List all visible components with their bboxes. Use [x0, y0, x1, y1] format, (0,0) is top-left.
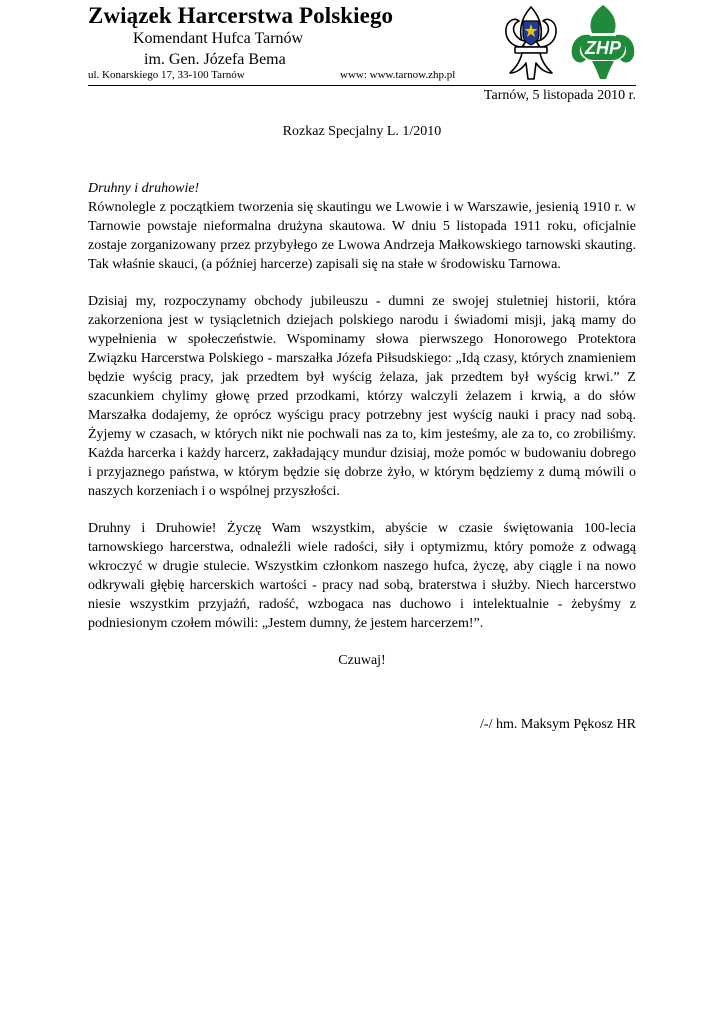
- zhp-lily-icon: [566, 3, 640, 81]
- greeting: Druhny i druhowie!: [88, 181, 200, 196]
- paragraph-2: Dzisiaj my, rozpoczynamy obchody jubileuszu - dumni ze swojej stuletniej historii, która zakorzeniona jest w tysiącletnich dziejach polskiego narodu i świadomi misji, jaką mamy do wypełnienia w społeczeństwie. Wspominamy słowa pierwszego Honorowego Protektora Związku Harcerstwa Polskiego - marszałka Józefa Piłsudskiego: „Idą czasy, których znamieniem będzie wyścig pracy, jak przedtem był wyścig żelaza, jak przedtem był wyścig krwi.” Z szacunkiem chylimy głowę przed przodkami, którzy walczyli żelazem i krwią, a do słów Marszałka dodajemy, że oprócz wyścigu pracy potrzebny jest wyścig nauki i pracy nad sobą. Żyjemy w czasach, w których nikt nie pochwali nas za to, kim jesteśmy, ale za to, co zrobiliśmy. Każda harcerka i każdy harcerz, zakładający mundur dzisiaj, może pomóc w budowaniu dobrego i przyjaznego państwa, w którym będzie się dobrze żyło, w którym będziemy z dumą mówili o naszych korzeniach i o wspólnej przyszłości.: [88, 294, 636, 499]
- address-row: [88, 69, 474, 81]
- scout-motto: Czuwaj!: [338, 653, 386, 668]
- commander-title: Komendant Hufca Tarnów: [133, 30, 304, 47]
- paragraph-1: Równolegle z początkiem tworzenia się skautingu we Lwowie i w Warszawie, jesienią 1910 r. w Tarnowie powstaje nieformalna drużyna skautowa. W dniu 5 listopada 1911 roku, oficjalnie zostaje zorganizowany przez przybyłego ze Lwowa Andrzeja Małkowskiego tarnowski skauting. Tak właśnie skauci, (a później harcerze) zapisali się na stałe w środowisku Tarnowa.: [88, 200, 636, 272]
- header-divider: [88, 85, 636, 86]
- scout-fleur-de-lis-icon: [502, 3, 560, 81]
- document-date: Tarnów, 5 listopada 2010 r.: [483, 88, 636, 103]
- paragraph-3: Druhny i Druhowie! Życzę Wam wszystkim, abyście w czasie świętowania 100-lecia tarnowskiego harcerstwa, odnaleźli wiele radości, siły i optymizmu, który pomoże z odwagą wkroczyć w drugie stulecie. Wszystkim członkom naszego hufca, życzę, aby ciągle i na nowo odkrywali głębię harcerskich wartości - pracy nad sobą, braterstwa i służby. Niech harcerstwo niesie wszystkim przyjaźń, radość, wzbogaca nas duchowo i intelektualnie - żebyśmy z podniesionym czołem mówili: „Jestem dumny, że jestem harcerzem!”.: [88, 521, 636, 631]
- website-link[interactable]: www: www.tarnow.zhp.pl: [340, 69, 456, 81]
- zhp-logo-text: ZHP: [585, 38, 621, 58]
- letter-body: [88, 179, 636, 734]
- signature: /-/ hm. Maksym Pękosz HR: [480, 717, 636, 732]
- hufiec-patron: im. Gen. Józefa Bema: [144, 51, 286, 68]
- order-title: Rozkaz Specjalny L. 1/2010: [282, 124, 442, 139]
- organization-name: Związek Harcerstwa Polskiego: [88, 3, 394, 28]
- postal-address: ul. Konarskiego 17, 33-100 Tarnów: [88, 69, 245, 81]
